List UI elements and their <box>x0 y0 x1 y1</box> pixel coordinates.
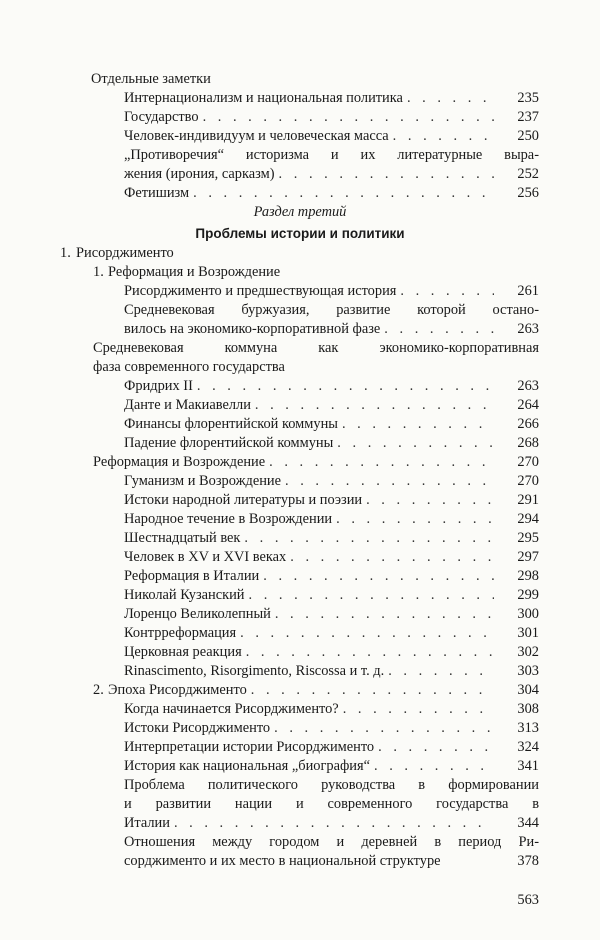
entry-title: Данте и Макиавелли <box>124 397 251 413</box>
dot-leader <box>270 719 494 738</box>
toc-entry[interactable] <box>0 643 600 662</box>
chapter-number: 1. <box>60 245 71 261</box>
entry-page: 324 <box>517 739 539 755</box>
entry-page: 308 <box>517 701 539 717</box>
dot-leader <box>271 605 494 624</box>
toc-entry-line[interactable] <box>0 833 600 852</box>
dot-leader <box>251 396 494 415</box>
subchapter-heading[interactable] <box>0 263 600 282</box>
section-label: Раздел третий <box>253 204 347 220</box>
toc-entry[interactable] <box>0 184 600 203</box>
entry-page: 304 <box>517 682 539 698</box>
notes-heading-row <box>0 70 600 89</box>
toc-entry[interactable] <box>0 415 600 434</box>
dot-leader <box>396 282 494 301</box>
page-number-row <box>0 891 600 910</box>
entry-page: 261 <box>517 283 539 299</box>
entry-page: 299 <box>517 587 539 603</box>
section-title: Проблемы истории и политики <box>195 226 405 241</box>
entry-title: сорджименто и их место в национальной структуре <box>124 853 441 869</box>
entry-page: 301 <box>517 625 539 641</box>
entry-page: 344 <box>517 815 539 831</box>
subchapter-title: Реформация и Возрождение <box>108 264 281 280</box>
dot-leader <box>275 165 494 184</box>
dot-leader <box>245 586 495 605</box>
entry-page: 268 <box>517 435 539 451</box>
dot-leader <box>384 662 494 681</box>
toc-entry[interactable] <box>0 472 600 491</box>
entry-title: Церковная реакция <box>124 644 242 660</box>
entry-title: жения (ирония, сарказм) <box>124 166 275 182</box>
entry-title: Истоки народной литературы и поэзии <box>124 492 363 508</box>
entry-page: 250 <box>517 128 539 144</box>
group-heading: фаза современного государства <box>93 359 285 375</box>
entry-page: 256 <box>517 185 539 201</box>
subchapter-number: 2. <box>93 682 104 698</box>
dot-leader <box>193 377 494 396</box>
toc-entry-line[interactable] <box>0 301 600 320</box>
toc-entry[interactable] <box>0 396 600 415</box>
subchapter-heading[interactable] <box>0 681 600 700</box>
entry-title: Лоренцо Великолепный <box>124 606 271 622</box>
entry-title: История как национальная „биография“ <box>124 758 371 774</box>
entry-page: 264 <box>517 397 539 413</box>
entry-title: Падение флорентийской коммуны <box>124 435 334 451</box>
page-number: 563 <box>517 892 539 908</box>
entry-page: 303 <box>517 663 539 679</box>
toc-entry-line[interactable] <box>0 776 600 795</box>
toc-entry[interactable] <box>0 108 600 127</box>
entry-title: Шестнадцатый век <box>124 530 241 546</box>
group-heading-entry[interactable] <box>0 453 600 472</box>
dot-leader <box>265 453 494 472</box>
entry-title: Интернационализм и национальная политика <box>124 90 403 106</box>
chapter-heading[interactable] <box>0 244 600 263</box>
entry-page: 313 <box>517 720 539 736</box>
toc-entry[interactable] <box>0 605 600 624</box>
entry-page: 266 <box>517 416 539 432</box>
entry-page: 270 <box>517 473 539 489</box>
dot-leader <box>281 472 494 491</box>
entry-title: Николай Кузанский <box>124 587 245 603</box>
entry-page: 291 <box>517 492 539 508</box>
group-heading-line[interactable] <box>0 339 600 358</box>
entry-page: 237 <box>517 109 539 125</box>
entry-title: Интерпретации истории Рисорджименто <box>124 739 375 755</box>
toc-entry[interactable] <box>0 510 600 529</box>
entry-title: Реформация в Италии <box>124 568 260 584</box>
entry-title: Человек в XV и XVI веках <box>124 549 287 565</box>
toc-entry-line[interactable] <box>0 146 600 165</box>
toc-entry[interactable] <box>0 586 600 605</box>
entry-title: Отношения между городом и деревней в период Ри- <box>124 834 539 850</box>
entry-title: вилось на экономико-корпоративной фазе <box>124 321 381 337</box>
dot-leader <box>247 681 494 700</box>
dot-leader <box>338 415 494 434</box>
entry-page: 378 <box>517 853 539 869</box>
dot-leader <box>380 320 494 339</box>
chapter-title: Рисорджименто <box>76 245 174 261</box>
entry-page: 263 <box>517 378 539 394</box>
dot-leader <box>286 548 494 567</box>
dot-leader <box>403 89 494 108</box>
entry-title: Фридрих II <box>124 378 193 394</box>
toc-entry[interactable] <box>0 738 600 757</box>
entry-page: 295 <box>517 530 539 546</box>
dot-leader <box>199 108 494 127</box>
dot-leader <box>370 757 494 776</box>
subchapter-number: 1. <box>93 264 104 280</box>
toc-entry[interactable] <box>0 624 600 643</box>
dot-leader <box>170 814 494 833</box>
entry-page: 294 <box>517 511 539 527</box>
dot-leader <box>332 510 494 529</box>
entry-title: Истоки Рисорджименто <box>124 720 271 736</box>
entry-title: „Противоречия“ историзма и их литературные выра- <box>124 147 539 163</box>
entry-title: Контрреформация <box>124 625 237 641</box>
toc-entry[interactable] <box>0 662 600 681</box>
notes-heading: Отдельные заметки <box>91 71 211 87</box>
entry-title: Государство <box>124 109 199 125</box>
entry-title: Когда начинается Рисорджименто? <box>124 701 339 717</box>
entry-page: 341 <box>517 758 539 774</box>
toc-entry[interactable] <box>0 434 600 453</box>
entry-title: и развитии нации и современного государства в <box>124 796 539 812</box>
entry-title: Средневековая буржуазия, развитие которой остано- <box>124 302 539 318</box>
toc-entry[interactable] <box>0 700 600 719</box>
dot-leader <box>389 127 494 146</box>
toc-entry[interactable] <box>0 567 600 586</box>
dot-leader <box>333 434 494 453</box>
entry-title: Проблема политического руководства в формировании <box>124 777 539 793</box>
toc-entry[interactable] <box>0 377 600 396</box>
entry-page: 300 <box>517 606 539 622</box>
toc-entry[interactable] <box>0 529 600 548</box>
entry-page: 252 <box>517 166 539 182</box>
toc-entry[interactable] <box>0 165 600 184</box>
entry-title: Гуманизм и Возрождение <box>124 473 282 489</box>
entry-title: Фетишизм <box>124 185 190 201</box>
dot-leader <box>259 567 494 586</box>
entry-title: Италии <box>124 815 170 831</box>
dot-leader <box>236 624 494 643</box>
toc-entry[interactable] <box>0 719 600 738</box>
toc-entry[interactable] <box>0 757 600 776</box>
subchapter-title: Эпоха Рисорджименто <box>108 682 247 698</box>
toc-entry[interactable] <box>0 89 600 108</box>
group-heading: Реформация и Возрождение <box>93 454 266 470</box>
toc-entry[interactable] <box>0 814 600 833</box>
group-heading: Средневековая коммуна как экономико-корпоративная <box>93 340 539 356</box>
toc-entry[interactable] <box>0 320 600 339</box>
dot-leader <box>189 184 494 203</box>
dot-leader <box>362 491 494 510</box>
dot-leader <box>240 529 494 548</box>
entry-page: 298 <box>517 568 539 584</box>
entry-page: 270 <box>517 454 539 470</box>
entry-title: Народное течение в Возрождении <box>124 511 333 527</box>
toc-entry[interactable] <box>0 491 600 510</box>
toc-entry[interactable] <box>0 282 600 301</box>
toc-entry[interactable] <box>0 548 600 567</box>
dot-leader <box>374 738 494 757</box>
toc-entry[interactable] <box>0 852 600 871</box>
entry-title: Rinascimento, Risorgimento, Riscossa и т. д. <box>124 663 385 679</box>
toc-entry[interactable] <box>0 127 600 146</box>
entry-page: 263 <box>517 321 539 337</box>
entry-title: Человек-индивидуум и человеческая масса <box>124 128 389 144</box>
dot-leader <box>339 700 494 719</box>
group-heading-line[interactable] <box>0 358 600 377</box>
entry-page: 235 <box>517 90 539 106</box>
dot-leader <box>242 643 494 662</box>
entry-page: 297 <box>517 549 539 565</box>
toc-entry-line[interactable] <box>0 795 600 814</box>
entry-title: Рисорджименто и предшествующая история <box>124 283 397 299</box>
entry-title: Финансы флорентийской коммуны <box>124 416 338 432</box>
entry-page: 302 <box>517 644 539 660</box>
